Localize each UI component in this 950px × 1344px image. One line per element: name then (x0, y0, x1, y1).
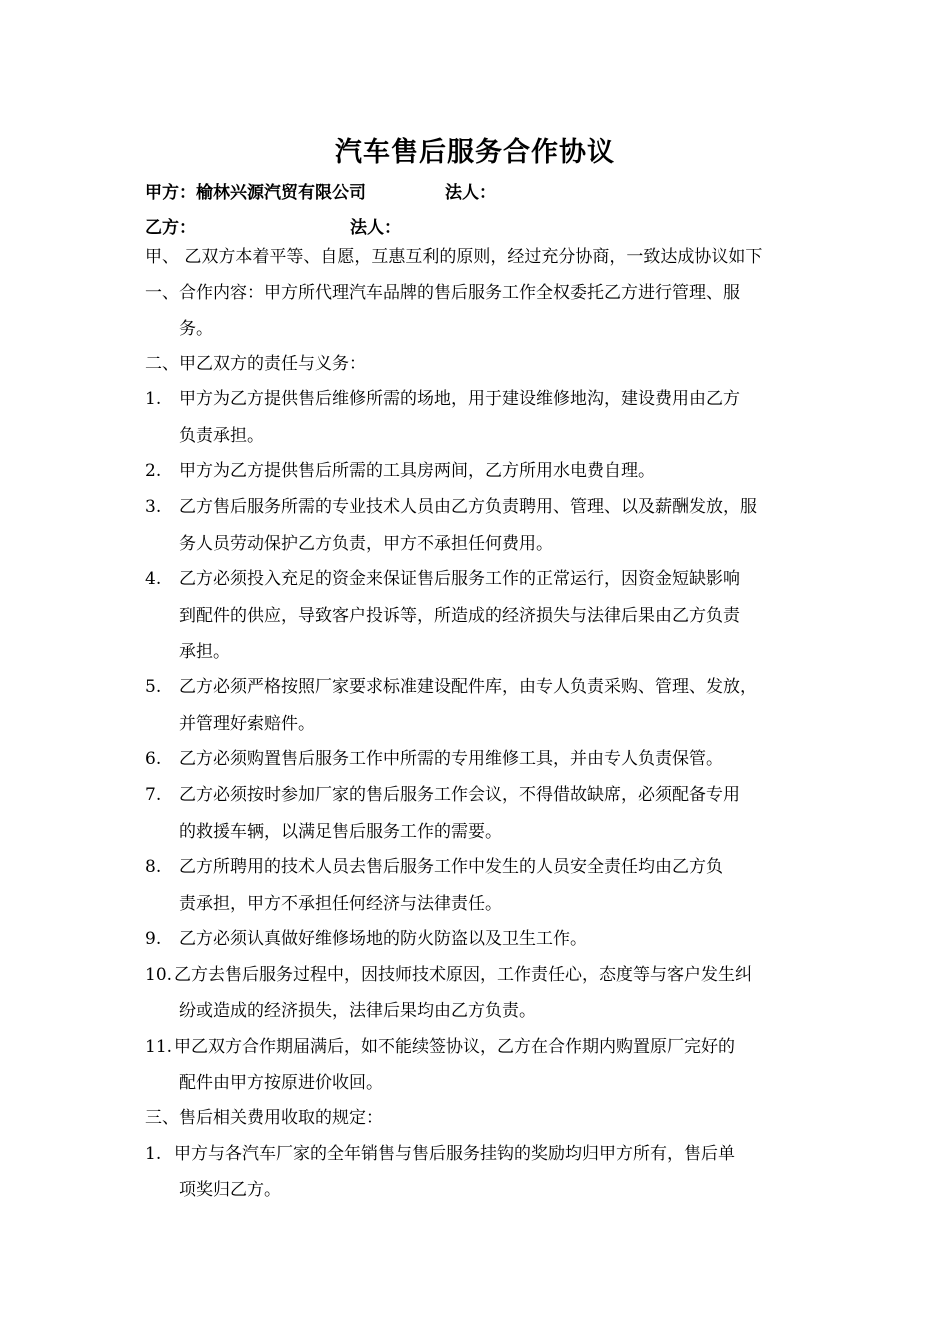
duty-item-6: 6. 乙方必须购置售后服务工作中所需的专用维修工具，并由专人负责保管。 (145, 749, 723, 769)
duty-item-4: 4. 乙方必须投入充足的资金来保证售后服务工作的正常运行，因资金短缺影响 (145, 569, 740, 589)
duty-item-11-cont: 配件由甲方按原进价收回。 (179, 1073, 383, 1093)
duty-item-1-cont: 负责承担。 (179, 426, 264, 446)
section-3-heading: 三、售后相关费用收取的规定： (145, 1108, 383, 1128)
duty-item-7: 7. 乙方必须按时参加厂家的售后服务工作会议，不得借故缺席，必须配备专用 (145, 785, 740, 805)
duty-item-2: 2. 甲方为乙方提供售后所需的工具房两间，乙方所用水电费自理。 (145, 461, 655, 481)
section-3-marker: 三、 (145, 1108, 179, 1128)
party-b-label: 乙方： (145, 218, 196, 238)
duty-item-9: 9. 乙方必须认真做好维修场地的防火防盗以及卫生工作。 (145, 929, 587, 949)
duty-item-10: 10. 乙方去售后服务过程中，因技师技术原因，工作责任心，态度等与客户发生纠 (145, 965, 752, 985)
duty-item-11: 11. 甲乙双方合作期届满后，如不能续签协议，乙方在合作期内购置原厂完好的 (145, 1037, 735, 1057)
duty-item-5-cont: 并管理好索赔件。 (179, 714, 315, 734)
duty-item-3-cont: 务人员劳动保护乙方负责，甲方不承担任何费用。 (179, 534, 553, 554)
duty-item-7-cont: 的救援车辆，以满足售后服务工作的需要。 (179, 822, 502, 842)
duty-item-8: 8. 乙方所聘用的技术人员去售后服务工作中发生的人员安全责任均由乙方负 (145, 857, 723, 877)
fee-item-1-cont: 项奖归乙方。 (179, 1180, 281, 1200)
party-a-label: 甲方：榆林兴源汽贸有限公司 (145, 183, 366, 203)
document-title: 汽车售后服务合作协议 (335, 137, 615, 168)
intro-paragraph: 甲、 乙双方本着平等、自愿，互惠互利的原则，经过充分协商，一致达成协议如下 (145, 247, 763, 267)
section-1-line-1: 一、合作内容：甲方所代理汽车品牌的售后服务工作全权委托乙方进行管理、服 (145, 283, 740, 303)
party-b-line (145, 213, 401, 238)
duty-item-1: 1. 甲方为乙方提供售后维修所需的场地，用于建设维修地沟，建设费用由乙方 (145, 389, 740, 409)
duty-item-5: 5. 乙方必须严格按照厂家要求标准建设配件库，由专人负责采购、管理、发放， (145, 677, 757, 697)
section-1-line-2: 务。 (179, 319, 213, 339)
section-2-marker: 二、 (145, 354, 179, 374)
section-1-marker: 一、 (145, 283, 179, 303)
section-2-heading: 二、甲乙双方的责任与义务： (145, 354, 366, 374)
duty-item-3: 3. 乙方售后服务所需的专业技术人员由乙方负责聘用、管理、以及薪酬发放，服 (145, 497, 757, 517)
duty-item-4-cont-1: 到配件的供应，导致客户投诉等，所造成的经济损失与法律后果由乙方负责 (179, 606, 740, 626)
fee-item-1: 1. 甲方与各汽车厂家的全年销售与售后服务挂钩的奖励均归甲方所有，售后单 (145, 1144, 735, 1164)
party-b-rep-label: 法人： (350, 218, 401, 238)
party-a-line (145, 178, 496, 203)
duty-item-8-cont: 责承担，甲方不承担任何经济与法律责任。 (179, 894, 502, 914)
duty-item-10-cont: 纷或造成的经济损失，法律后果均由乙方负责。 (179, 1001, 536, 1021)
party-a-rep-label: 法人： (445, 183, 496, 203)
duty-item-4-cont-2: 承担。 (179, 642, 230, 662)
